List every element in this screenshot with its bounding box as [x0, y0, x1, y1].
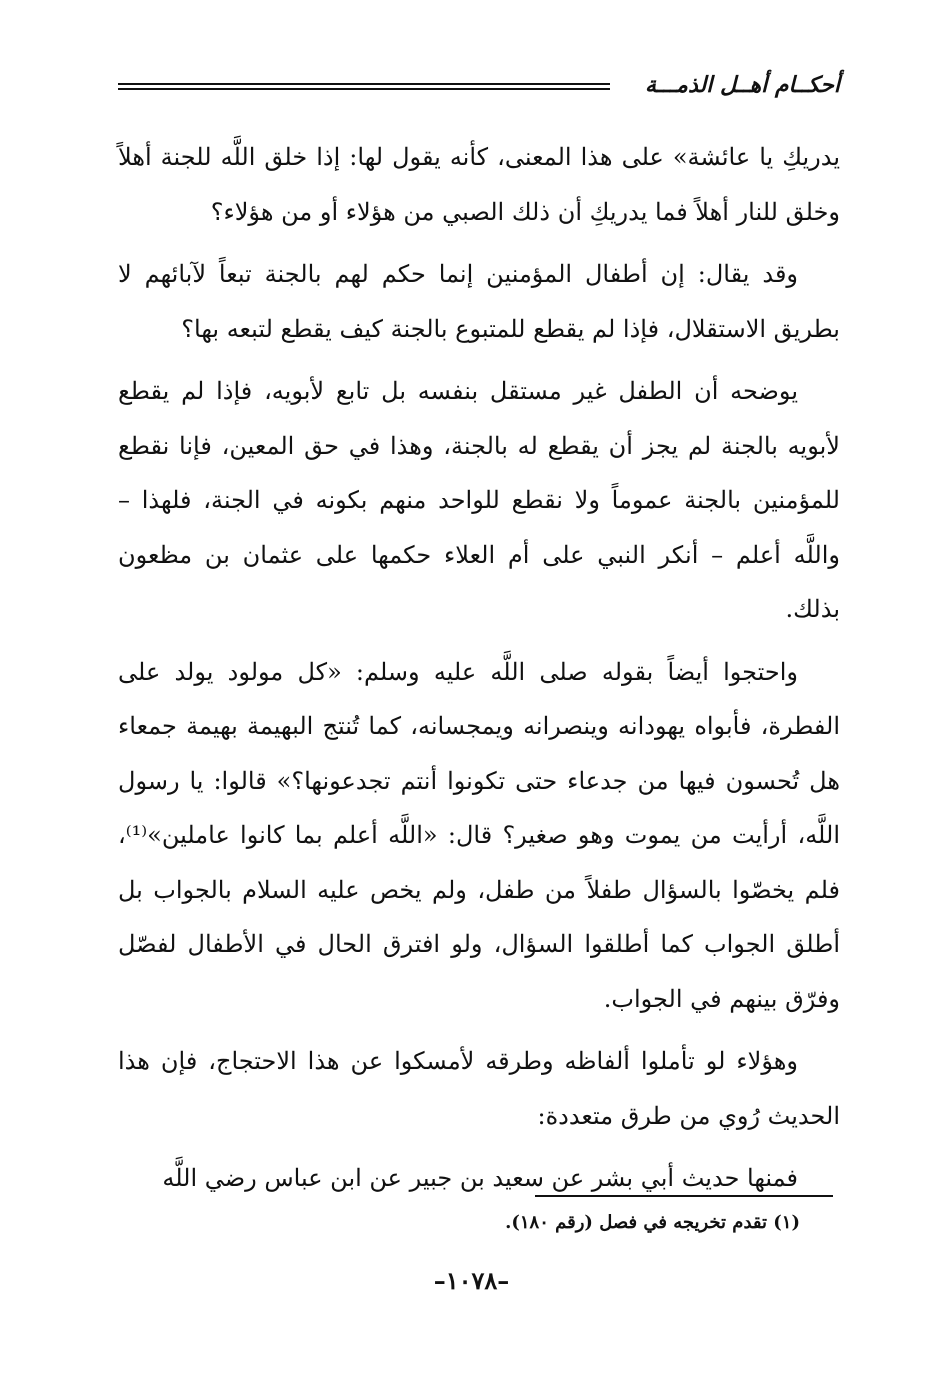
paragraph: فمنها حديث أبي بشر عن سعيد بن جبير عن ابن عباس رضي اللَّه — [162, 1164, 798, 1192]
paragraph: واحتجوا أيضاً بقوله صلى اللَّه عليه وسلم: «كل مولود يولد على الفطرة، فأبواه يهودانه وينصرانه ويمجسانه، كما تُنتج البهيمة بهيمة جمعاء هل تُحسون فيها من جدعاء حتى تكونوا أنتم تجدعونها؟» قالوا: يا رسول اللَّه، أرأيت من يموت وهو صغير؟ قال: «اللَّه أعلم بما كانوا عاملين»⁽¹⁾، فلم يخصّوا بالسؤال طفلاً من طفل، ولم يخص عليه السلام بالجواب بل أطلق الجواب كما أطلقوا السؤال، ولو افترق الحال في الأطفال لفصّل وفرّق بينهم في الجواب. — [118, 657, 841, 1013]
paragraph: وهؤلاء لو تأملوا ألفاظه وطرقه لأمسكوا عن هذا الاحتجاج، فإن هذا الحديث رُوي من طرق متعددة: — [118, 1047, 840, 1130]
paragraph: يوضحه أن الطفل غير مستقل بنفسه بل تابع لأبويه، فإذا لم يقطع لأبويه بالجنة لم يجز أن يقطع له بالجنة، وهذا في حق المعين، فإنا نقطع للمؤمنين بالجنة عموماً ولا نقطع للواحد منهم بكونه في الجنة، فلهذا – واللَّه أعلم – أنكر النبي على أم العلاء حكمها على عثمان بن مظعون بذلك. — [118, 377, 840, 623]
header-rule-line — [118, 88, 610, 90]
page-number: –١٠٧٨– — [433, 1266, 510, 1295]
header-double-rule — [118, 83, 610, 93]
footnote: (١) تقدم تخريجه في فصل (رقم ١٨٠). — [505, 1212, 800, 1233]
header-rule-line — [118, 83, 610, 85]
paragraph: وقد يقال: إن أطفال المؤمنين إنما حكم لهم بالجنة تبعاً لآبائهم لا بطريق الاستقلال، فإذا لم يقطع للمتبوع بالجنة كيف يقطع لتبعه بها؟ — [118, 260, 840, 343]
book-title: أحكــام أهــل الذمـــة — [635, 70, 840, 100]
paragraph: يدريكِ يا عائشة» على هذا المعنى، كأنه يقول لها: إذا خلق اللَّه للجنة أهلاً وخلق للنار أهلاً فما يدريكِ أن ذلك الصبي من هؤلاء أو من هؤلاء؟ — [118, 143, 840, 226]
footnote-separator — [535, 1195, 833, 1197]
main-text — [118, 130, 840, 1206]
running-header — [118, 70, 840, 100]
